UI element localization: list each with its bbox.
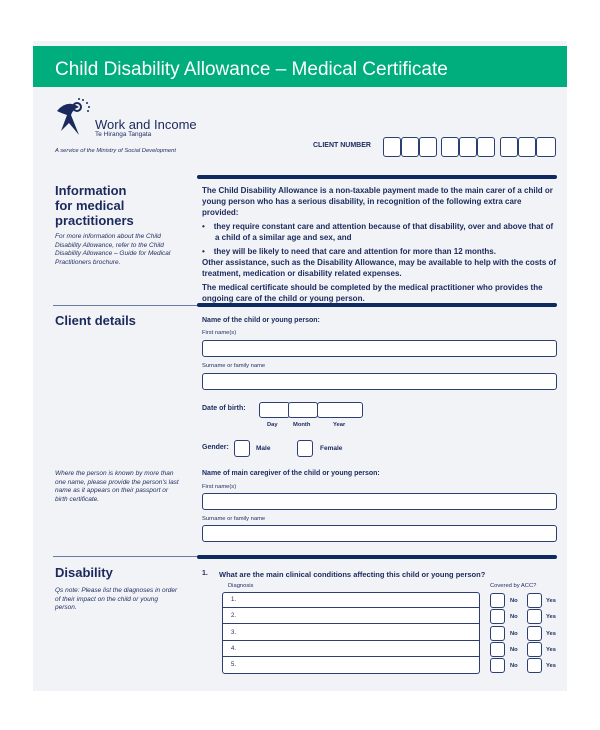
question-1: What are the main clinical conditions affecting this child or young person? [219,570,486,579]
info-intro: The Child Disability Allowance is a non-taxable payment made to the main carer of a child or young person who has a serious disability, in recognition of the following extra care provided: [202,186,553,217]
question-number: 1. [202,570,208,577]
acc-yes-checkbox[interactable] [527,593,542,608]
caregiver-label: Name of main caregiver of the child or young person: [202,470,380,477]
child-first-name-input[interactable] [202,340,557,357]
acc-no-checkbox[interactable] [490,593,505,608]
dob-label: Date of birth: [202,405,246,412]
acc-no-checkbox[interactable] [490,609,505,624]
disability-note: Qs note: Please list the diagnoses in order of their impact on the child or young person. [55,587,178,611]
dob-day-input[interactable] [259,402,290,418]
work-and-income-logo-icon [55,97,95,139]
day-label: Day [267,422,278,428]
cg-surname-label: Surname or family name [202,516,266,522]
first-name-label: First name(s) [202,330,237,336]
info-para3: The medical certificate should be completed by the medical practitioner who provides the ongoing care of the child or young person. [202,283,543,303]
no-label: No [510,646,518,653]
male-label: Male [256,445,271,452]
yes-label: Yes [546,646,556,653]
info-para2: Other assistance, such as the Disability Allowance, may be available to help with the costs of treatment, medication or disability related expenses. [202,258,557,278]
child-name-label: Name of the child or young person: [202,317,320,324]
diagnosis-label: Diagnosis [228,583,254,589]
section-divider [197,555,557,559]
bullet-2: • they will be likely to need that care and attention for more than 12 months. [202,247,496,256]
section-divider [197,303,557,307]
caregiver-first-name-input[interactable] [202,493,557,510]
diagnosis-row[interactable] [222,641,480,657]
client-number-label: CLIENT NUMBER [313,142,371,149]
diagnosis-row[interactable] [222,625,480,641]
section-divider [197,175,557,179]
acc-no-checkbox[interactable] [490,642,505,657]
acc-yes-checkbox[interactable] [527,642,542,657]
cg-first-name-label: First name(s) [202,484,237,490]
dob-year-input[interactable] [317,402,363,418]
acc-yes-checkbox[interactable] [527,658,542,673]
divider [53,305,198,306]
acc-no-checkbox[interactable] [490,626,505,641]
dob-month-input[interactable] [288,402,318,418]
no-label: No [510,630,518,637]
yes-label: Yes [546,663,556,670]
yes-label: Yes [546,598,556,604]
female-label: Female [320,445,343,452]
row-number: 4. [231,645,237,652]
client-heading: Client details [55,313,136,328]
yes-label: Yes [546,614,556,621]
diagnosis-row[interactable] [222,608,480,624]
acc-yes-checkbox[interactable] [527,609,542,624]
row-number: 2. [231,613,237,620]
name-note: Where the person is known by more than one name, please provide the person's last name as it appears on their passport or birth certificate. [55,470,179,503]
no-label: No [510,614,518,621]
service-line: A service of the Ministry of Social Development [55,148,176,154]
yes-label: Yes [546,630,556,637]
info-body [202,185,557,304]
acc-yes-checkbox[interactable] [527,626,542,641]
male-checkbox[interactable] [234,440,250,457]
gender-label: Gender: [202,444,229,451]
info-note: For more information about the Child Disability Allowance, refer to the Child Disability Allowance – Guide for Medical Practitioners brochure. [55,233,171,266]
diagnosis-row[interactable] [222,592,480,608]
row-number: 3. [231,629,237,636]
bullet-1: • they require constant care and attention because of that disability, over and above that of a child of a similar age and sex, and [202,222,554,242]
no-label: No [510,598,518,604]
acc-label: Covered by ACC? [490,583,537,589]
surname-label: Surname or family name [202,363,266,369]
info-heading: Information for medical practitioners [55,183,134,228]
no-label: No [510,663,518,670]
logo-name: Work and Income [95,117,197,132]
disability-heading: Disability [55,565,113,580]
diagnosis-row[interactable] [222,657,480,673]
caregiver-surname-input[interactable] [202,525,557,542]
month-label: Month [293,422,311,428]
acc-no-checkbox[interactable] [490,658,505,673]
year-label: Year [333,422,346,428]
female-checkbox[interactable] [297,440,313,457]
page-title: Child Disability Allowance – Medical Certificate [55,59,448,80]
child-surname-input[interactable] [202,373,557,390]
row-number: 5. [231,662,237,669]
divider [53,556,198,557]
logo-subtitle: Te Hiranga Tangata [95,131,152,138]
row-number: 1. [231,597,237,603]
